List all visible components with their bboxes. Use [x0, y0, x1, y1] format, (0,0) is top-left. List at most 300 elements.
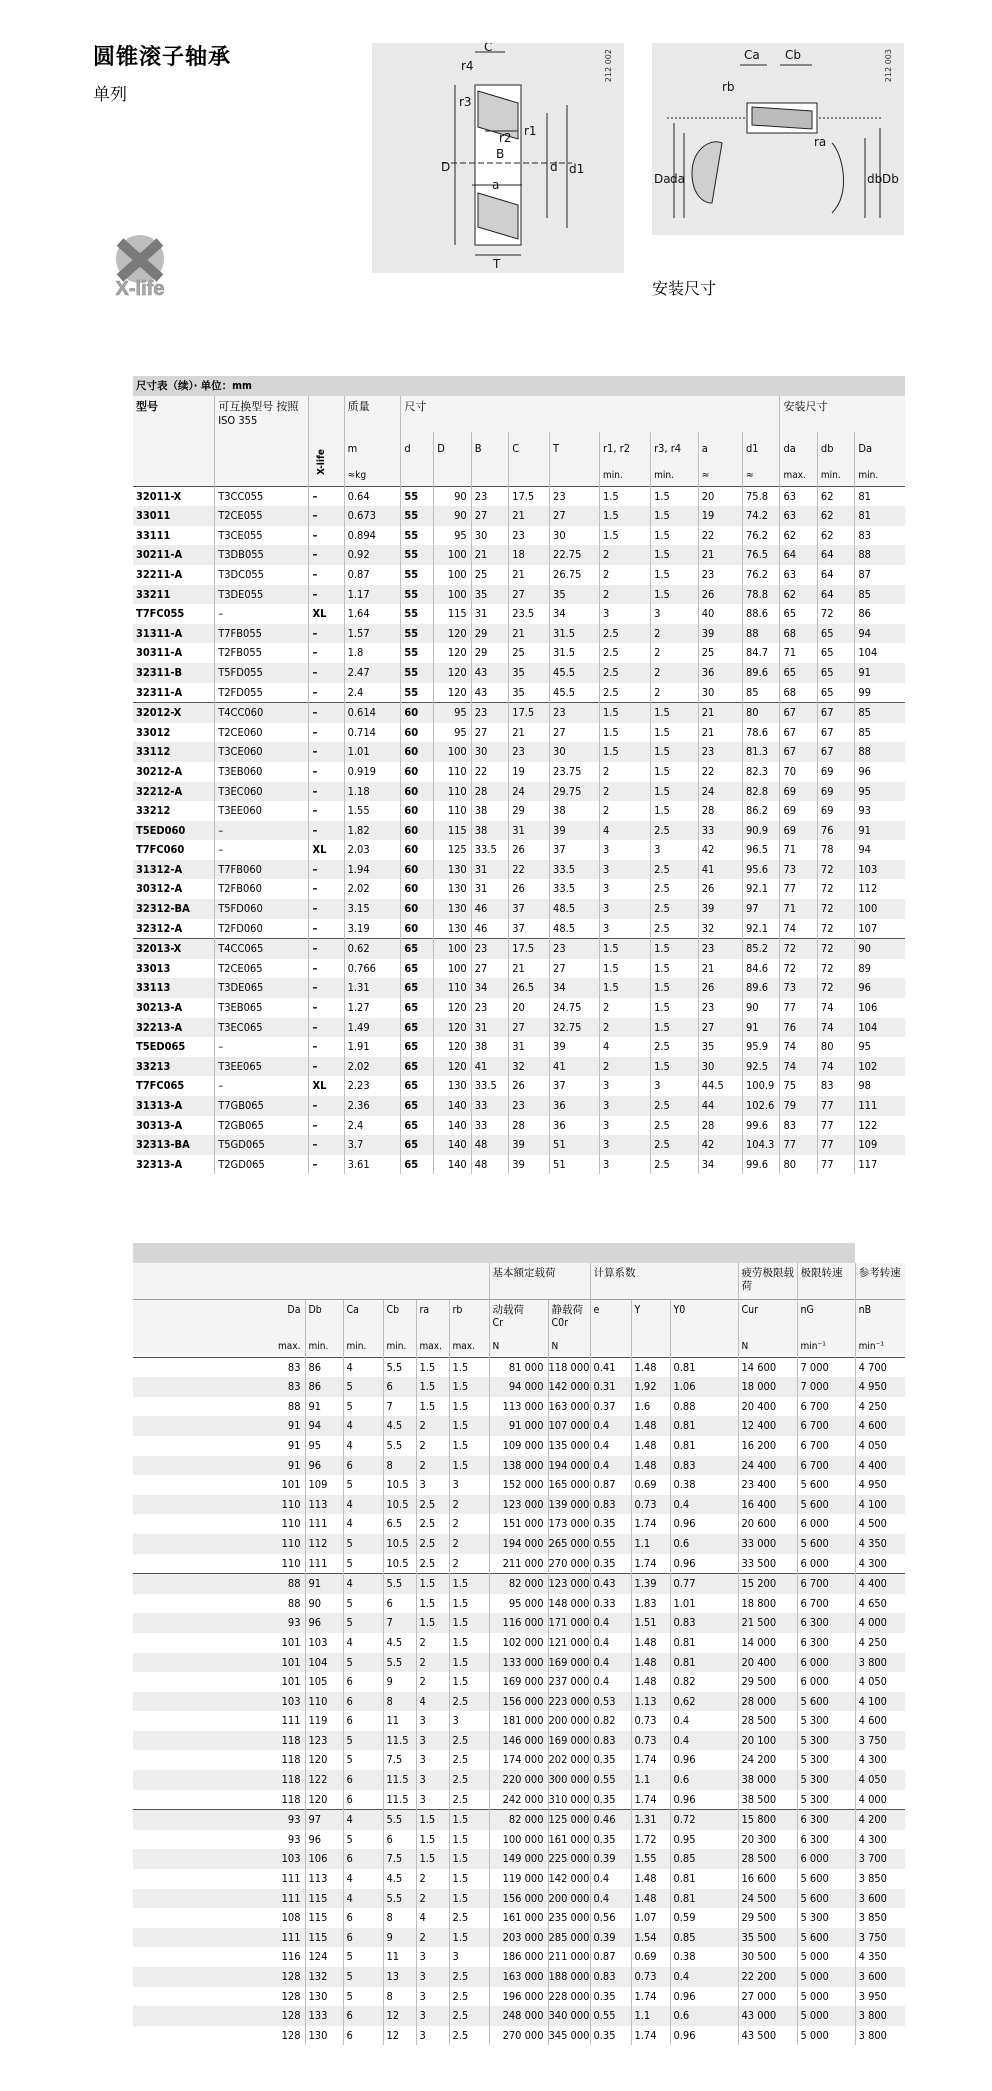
cell: 1.39 [631, 1574, 670, 1594]
cell: 1.5 [599, 939, 650, 959]
cell: T2FD055 [215, 683, 309, 703]
cell: 5 000 [797, 1987, 855, 2007]
cell: 30 [698, 683, 742, 703]
cell: 30 500 [738, 1947, 797, 1967]
cell: 1.5 [449, 1357, 489, 1377]
cell: 1.6 [631, 1397, 670, 1417]
cell: 2.5 [449, 2026, 489, 2046]
cell: – [309, 1155, 344, 1175]
cell: 3 [599, 1135, 650, 1155]
cell: 2.5 [449, 1750, 489, 1770]
cell: 0.73 [631, 1731, 670, 1751]
cell: 76.2 [743, 565, 780, 585]
cell: 10.5 [383, 1554, 416, 1574]
cell: 2.5 [599, 624, 650, 644]
cell: 1.5 [449, 1653, 489, 1673]
cell: 22 [509, 860, 550, 880]
cell: 111 [269, 1928, 305, 1948]
label-r1: r1 [524, 124, 537, 138]
cell: 130 [434, 879, 471, 899]
cell: 86.2 [743, 801, 780, 821]
cell: 32313-BA [133, 1135, 215, 1155]
cell: 0.55 [590, 1770, 631, 1790]
cell: 31 [471, 604, 508, 624]
cell: 18 800 [738, 1594, 797, 1614]
cell: – [309, 1018, 344, 1038]
cell: 6 [343, 1711, 383, 1731]
cell: 78.8 [743, 585, 780, 605]
spacer-cell [133, 1397, 269, 1417]
cell: 108 [281, 1911, 301, 1925]
cell: 310 000 [548, 1790, 590, 1810]
table-row [133, 899, 905, 919]
cell: 5.5 [383, 1574, 416, 1594]
cell: T7FC065 [136, 1079, 185, 1093]
table-row [133, 585, 905, 605]
cell: 23 [550, 703, 600, 723]
cell: 0.37 [590, 1397, 631, 1417]
cell: 3 [416, 1750, 449, 1770]
cell: 2 [599, 585, 650, 605]
cell: 55 [401, 486, 434, 506]
cell: 174 000 [489, 1750, 548, 1770]
cell: 0.83 [670, 1456, 738, 1476]
cell: 1.8 [344, 643, 401, 663]
cell: 113 000 [489, 1397, 548, 1417]
cell: 2.4 [344, 1116, 401, 1136]
cell: 3 [599, 899, 650, 919]
cell: 1.54 [631, 1928, 670, 1948]
cell: 1.5 [599, 959, 650, 979]
cell: 225 000 [548, 1849, 590, 1869]
cell: 110 [281, 1517, 301, 1531]
cell: 132 [305, 1967, 343, 1987]
cell: 81.3 [743, 742, 780, 762]
cell: 103 [855, 860, 905, 880]
cell: 235 000 [548, 1908, 590, 1928]
cell: 102.6 [743, 1096, 780, 1116]
cell: 95.6 [743, 860, 780, 880]
mounting-dimensions-figure [652, 43, 904, 235]
cell: 101 [281, 1635, 301, 1649]
cell: 5 [343, 1377, 383, 1397]
cell: 120 [434, 624, 471, 644]
cell: 109 [855, 1135, 905, 1155]
cell: 16 600 [738, 1869, 797, 1889]
cell: 4 200 [855, 1810, 905, 1830]
cell: 2.02 [344, 1057, 401, 1077]
table-row [133, 939, 905, 959]
cell: 33212 [136, 804, 171, 818]
table-row [133, 604, 905, 624]
cell: 120 [434, 683, 471, 703]
cell: T2CE060 [215, 723, 309, 743]
cell: 0.4 [590, 1456, 631, 1476]
cell: 72 [780, 959, 817, 979]
cell: 22 [471, 762, 508, 782]
cell: 21 [509, 506, 550, 526]
cell: 21 [698, 723, 742, 743]
cell: 115 [305, 1889, 343, 1909]
cell: 41 [698, 860, 742, 880]
cell: 0.87 [590, 1475, 631, 1495]
cell: 37 [550, 1076, 600, 1096]
cell: 115 [305, 1908, 343, 1928]
cell: 23.5 [509, 604, 550, 624]
cell: 43 500 [738, 2026, 797, 2046]
cell: 5.5 [383, 1810, 416, 1830]
cell: 62 [817, 486, 854, 506]
cell: 6 700 [797, 1594, 855, 1614]
cell: 122 [855, 1116, 905, 1136]
cell: 1.5 [651, 959, 699, 979]
table-row [133, 1456, 905, 1476]
cell: T3CE055 [215, 526, 309, 546]
cell: 223 000 [548, 1692, 590, 1712]
cell: 115 [434, 604, 471, 624]
cell: 62 [780, 526, 817, 546]
col-Db: Db [305, 1299, 343, 1337]
table-row [133, 821, 905, 841]
cell: 6 [383, 1594, 416, 1614]
spacer-cell [133, 1928, 269, 1948]
cell: 33.5 [471, 840, 508, 860]
cell: 39 [550, 821, 600, 841]
cell: 93 [855, 801, 905, 821]
cell: 33 000 [738, 1534, 797, 1554]
cell: 5 [343, 1594, 383, 1614]
col-Da2: Da [269, 1299, 305, 1337]
cell: 80 [780, 1155, 817, 1175]
cell: 39 [550, 1037, 600, 1057]
cell: 74 [817, 1057, 854, 1077]
cell: 33.5 [550, 879, 600, 899]
cell: T7GB065 [215, 1096, 309, 1116]
col-dyn: 动载荷 [492, 1303, 524, 1316]
cell: 23 [509, 742, 550, 762]
cell: 3 [651, 1076, 699, 1096]
mounting-drawing [652, 43, 904, 235]
cell: 2.5 [651, 1096, 699, 1116]
spacer-cell [133, 1514, 269, 1534]
cell: 169 000 [489, 1672, 548, 1692]
cell: 102 000 [489, 1633, 548, 1653]
unit-ra: max. [416, 1337, 449, 1357]
cell: 33211 [133, 585, 215, 605]
cell: 0.41 [590, 1357, 631, 1377]
cell: 6.5 [383, 1514, 416, 1534]
cell: 1.06 [670, 1377, 738, 1397]
spacer-cell [133, 2006, 269, 2026]
cell: 100.9 [743, 1076, 780, 1096]
cell: 23.75 [550, 762, 600, 782]
col-mass: 质量 [344, 396, 401, 432]
cell: 124 [305, 1947, 343, 1967]
cell: 21 [698, 959, 742, 979]
cell: 19 [509, 762, 550, 782]
label-a: a [492, 178, 500, 192]
col-group-mount: 安装尺寸 [780, 396, 905, 432]
cell: 98 [855, 1076, 905, 1096]
cell: 25 [698, 643, 742, 663]
label-da: da [670, 172, 685, 186]
cell: 4 [343, 1869, 383, 1889]
cell: 90 [743, 998, 780, 1018]
cell: 4 350 [855, 1534, 905, 1554]
spacer-cell [133, 1377, 269, 1397]
spacer-cell [133, 1594, 269, 1614]
unit-da: max. [780, 466, 817, 486]
col-Y: Y [631, 1299, 670, 1337]
cell: 29 500 [738, 1672, 797, 1692]
cell: – [215, 1076, 309, 1096]
cell: 5 600 [797, 1869, 855, 1889]
cell: 3 [599, 840, 650, 860]
cell: – [309, 1037, 344, 1057]
cell: 130 [434, 1076, 471, 1096]
cell: 23 [550, 939, 600, 959]
cell: 96 [305, 1456, 343, 1476]
cell: 55 [401, 506, 434, 526]
cell: 3 [416, 2026, 449, 2046]
cell: 110 [269, 1534, 305, 1554]
cell: 7.5 [383, 1849, 416, 1869]
cell: 69 [817, 801, 854, 821]
cell: 60 [401, 899, 434, 919]
cell: 24 200 [738, 1750, 797, 1770]
cell: 43 [471, 683, 508, 703]
cell: 100 [855, 899, 905, 919]
cell: 0.4 [670, 1967, 738, 1987]
cell: 1.5 [449, 1397, 489, 1417]
cell: 123 000 [489, 1495, 548, 1515]
cell: 37 [550, 840, 600, 860]
cell: T4CC065 [215, 939, 309, 959]
cell: 112 [305, 1534, 343, 1554]
cell: 0.714 [344, 723, 401, 743]
cell: 39 [698, 899, 742, 919]
spacer-cell [133, 1967, 269, 1987]
cell: 37 [509, 919, 550, 939]
spacer-cell [133, 1810, 269, 1830]
cell: 2.5 [651, 919, 699, 939]
cell: 32312-BA [133, 899, 215, 919]
cell: 65 [401, 959, 434, 979]
cell: 93 [269, 1613, 305, 1633]
cell: 31311-A [133, 624, 215, 644]
cell: 0.82 [590, 1711, 631, 1731]
cell: 5 000 [797, 1967, 855, 1987]
cell: 67 [780, 742, 817, 762]
cell: 3 [599, 1096, 650, 1116]
cell: 65 [780, 663, 817, 683]
cell: 74.2 [743, 506, 780, 526]
cell: T2FB055 [215, 643, 309, 663]
cell: 3 [416, 1790, 449, 1810]
cell: 120 [434, 663, 471, 683]
cell: 42 [698, 840, 742, 860]
cell: 140 [434, 1116, 471, 1136]
cell: 43 [471, 663, 508, 683]
cell: 10.5 [383, 1534, 416, 1554]
cell: 6 300 [797, 1613, 855, 1633]
label-r4: r4 [461, 59, 474, 73]
cell: 22 200 [738, 1967, 797, 1987]
cell: 60 [401, 879, 434, 899]
cell: 211 000 [548, 1947, 590, 1967]
cell: 20 [509, 998, 550, 1018]
cell: 10.5 [383, 1475, 416, 1495]
cell: 32212-A [133, 782, 215, 802]
cell: 55 [401, 545, 434, 565]
cell: 6 [343, 2026, 383, 2046]
cell: 119 [305, 1711, 343, 1731]
cell: 1.74 [631, 1790, 670, 1810]
cell: – [309, 879, 344, 899]
cell: 31312-A [133, 860, 215, 880]
cell: 23 [550, 486, 600, 506]
cell: 0.38 [670, 1475, 738, 1495]
cell: T3DB055 [215, 545, 309, 565]
cell: 101 [281, 1478, 301, 1492]
cell: 33013 [136, 961, 171, 975]
cell: 55 [401, 683, 434, 703]
cell: 95 [855, 782, 905, 802]
cell: 78.6 [743, 723, 780, 743]
table-row [133, 1436, 905, 1456]
cell: 60 [401, 703, 434, 723]
cell: 2 [416, 1672, 449, 1692]
cell: 106 [305, 1849, 343, 1869]
col-D: D [434, 432, 471, 466]
cell: 5.5 [383, 1889, 416, 1909]
cell: 0.56 [590, 1908, 631, 1928]
unit-r1r2: min. [599, 466, 650, 486]
cell: 32 [698, 919, 742, 939]
cell: 3 [416, 1770, 449, 1790]
cell: – [309, 998, 344, 1018]
cell: 77 [780, 998, 817, 1018]
cell: 26 [698, 879, 742, 899]
cell: 21 [509, 723, 550, 743]
cell: 4 [343, 1357, 383, 1377]
label-d: d [550, 160, 558, 174]
cell: 0.35 [590, 1750, 631, 1770]
cell: 2 [416, 1456, 449, 1476]
cell: 78 [817, 840, 854, 860]
cell: 152 000 [489, 1475, 548, 1495]
label-C: C [484, 43, 493, 54]
cell: – [309, 565, 344, 585]
cell: 5 [343, 1534, 383, 1554]
cell: 2 [449, 1514, 489, 1534]
cell: 83 [269, 1357, 305, 1377]
table-row [133, 860, 905, 880]
cell: 27 000 [738, 1987, 797, 2007]
cell: 120 [434, 643, 471, 663]
cell: 123 [305, 1731, 343, 1751]
cell: 30 [698, 1057, 742, 1077]
cell: 80 [743, 703, 780, 723]
cell: 35 [550, 585, 600, 605]
spacer-cell [133, 1574, 269, 1594]
unit-C0r: N [548, 1337, 590, 1357]
cell: 65 [401, 1096, 434, 1116]
cell: 2.36 [344, 1096, 401, 1116]
cell: 38 [550, 801, 600, 821]
cell: 65 [817, 643, 854, 663]
cell: 4 400 [855, 1456, 905, 1476]
cell: 2.5 [651, 879, 699, 899]
cell: 1.5 [449, 1672, 489, 1692]
cell: 0.83 [590, 1967, 631, 1987]
cell: T2FD060 [215, 919, 309, 939]
cell: 0.83 [590, 1495, 631, 1515]
cell: 1.48 [631, 1357, 670, 1377]
cell: 94 [305, 1416, 343, 1436]
cell: 1.55 [631, 1849, 670, 1869]
cell: 109 000 [489, 1436, 548, 1456]
col-nB: nB [855, 1299, 905, 1337]
cell: 5 300 [797, 1731, 855, 1751]
cell: 2 [599, 762, 650, 782]
cell: – [309, 899, 344, 919]
cell: – [215, 604, 309, 624]
cell: 3 [599, 879, 650, 899]
cell: 100 [434, 959, 471, 979]
cell: 82.3 [743, 762, 780, 782]
cell: 5.5 [383, 1653, 416, 1673]
cell: 36 [698, 663, 742, 683]
cell: 4 500 [855, 1514, 905, 1534]
cell: 74 [780, 1037, 817, 1057]
cell: 7 [383, 1613, 416, 1633]
cell: 95 [434, 723, 471, 743]
cell: 0.96 [670, 1750, 738, 1770]
label-T: T [493, 257, 501, 271]
cell: 88 [855, 545, 905, 565]
cell: 2.23 [344, 1076, 401, 1096]
cell: 33113 [133, 978, 215, 998]
cell: 39 [698, 624, 742, 644]
table-row [133, 1057, 905, 1077]
table-row [133, 486, 905, 506]
cell: 100 [434, 565, 471, 585]
cell: 4 400 [855, 1574, 905, 1594]
unit-d1: ≈ [743, 466, 780, 486]
spacer-cell [133, 1495, 269, 1515]
cell: – [309, 939, 344, 959]
spacer-cell [133, 1653, 269, 1673]
cell: 33111 [136, 528, 171, 542]
cell: 6 000 [797, 1653, 855, 1673]
cell: 110 [434, 782, 471, 802]
cell: 38 500 [738, 1790, 797, 1810]
cell: – [309, 703, 344, 723]
cell: 111 [269, 1889, 305, 1909]
cell: 3 950 [855, 1987, 905, 2007]
cell: 31 [509, 1037, 550, 1057]
cell: 22.75 [550, 545, 600, 565]
cell: 85 [855, 723, 905, 743]
table-caption: 尺寸表（续）· 单位：mm [133, 376, 905, 396]
cell: 1.5 [449, 1830, 489, 1850]
cell: – [309, 486, 344, 506]
cell: 32312-A [136, 921, 183, 935]
table-row [133, 1397, 905, 1417]
cell: 1.31 [344, 978, 401, 998]
table-row [133, 1594, 905, 1614]
